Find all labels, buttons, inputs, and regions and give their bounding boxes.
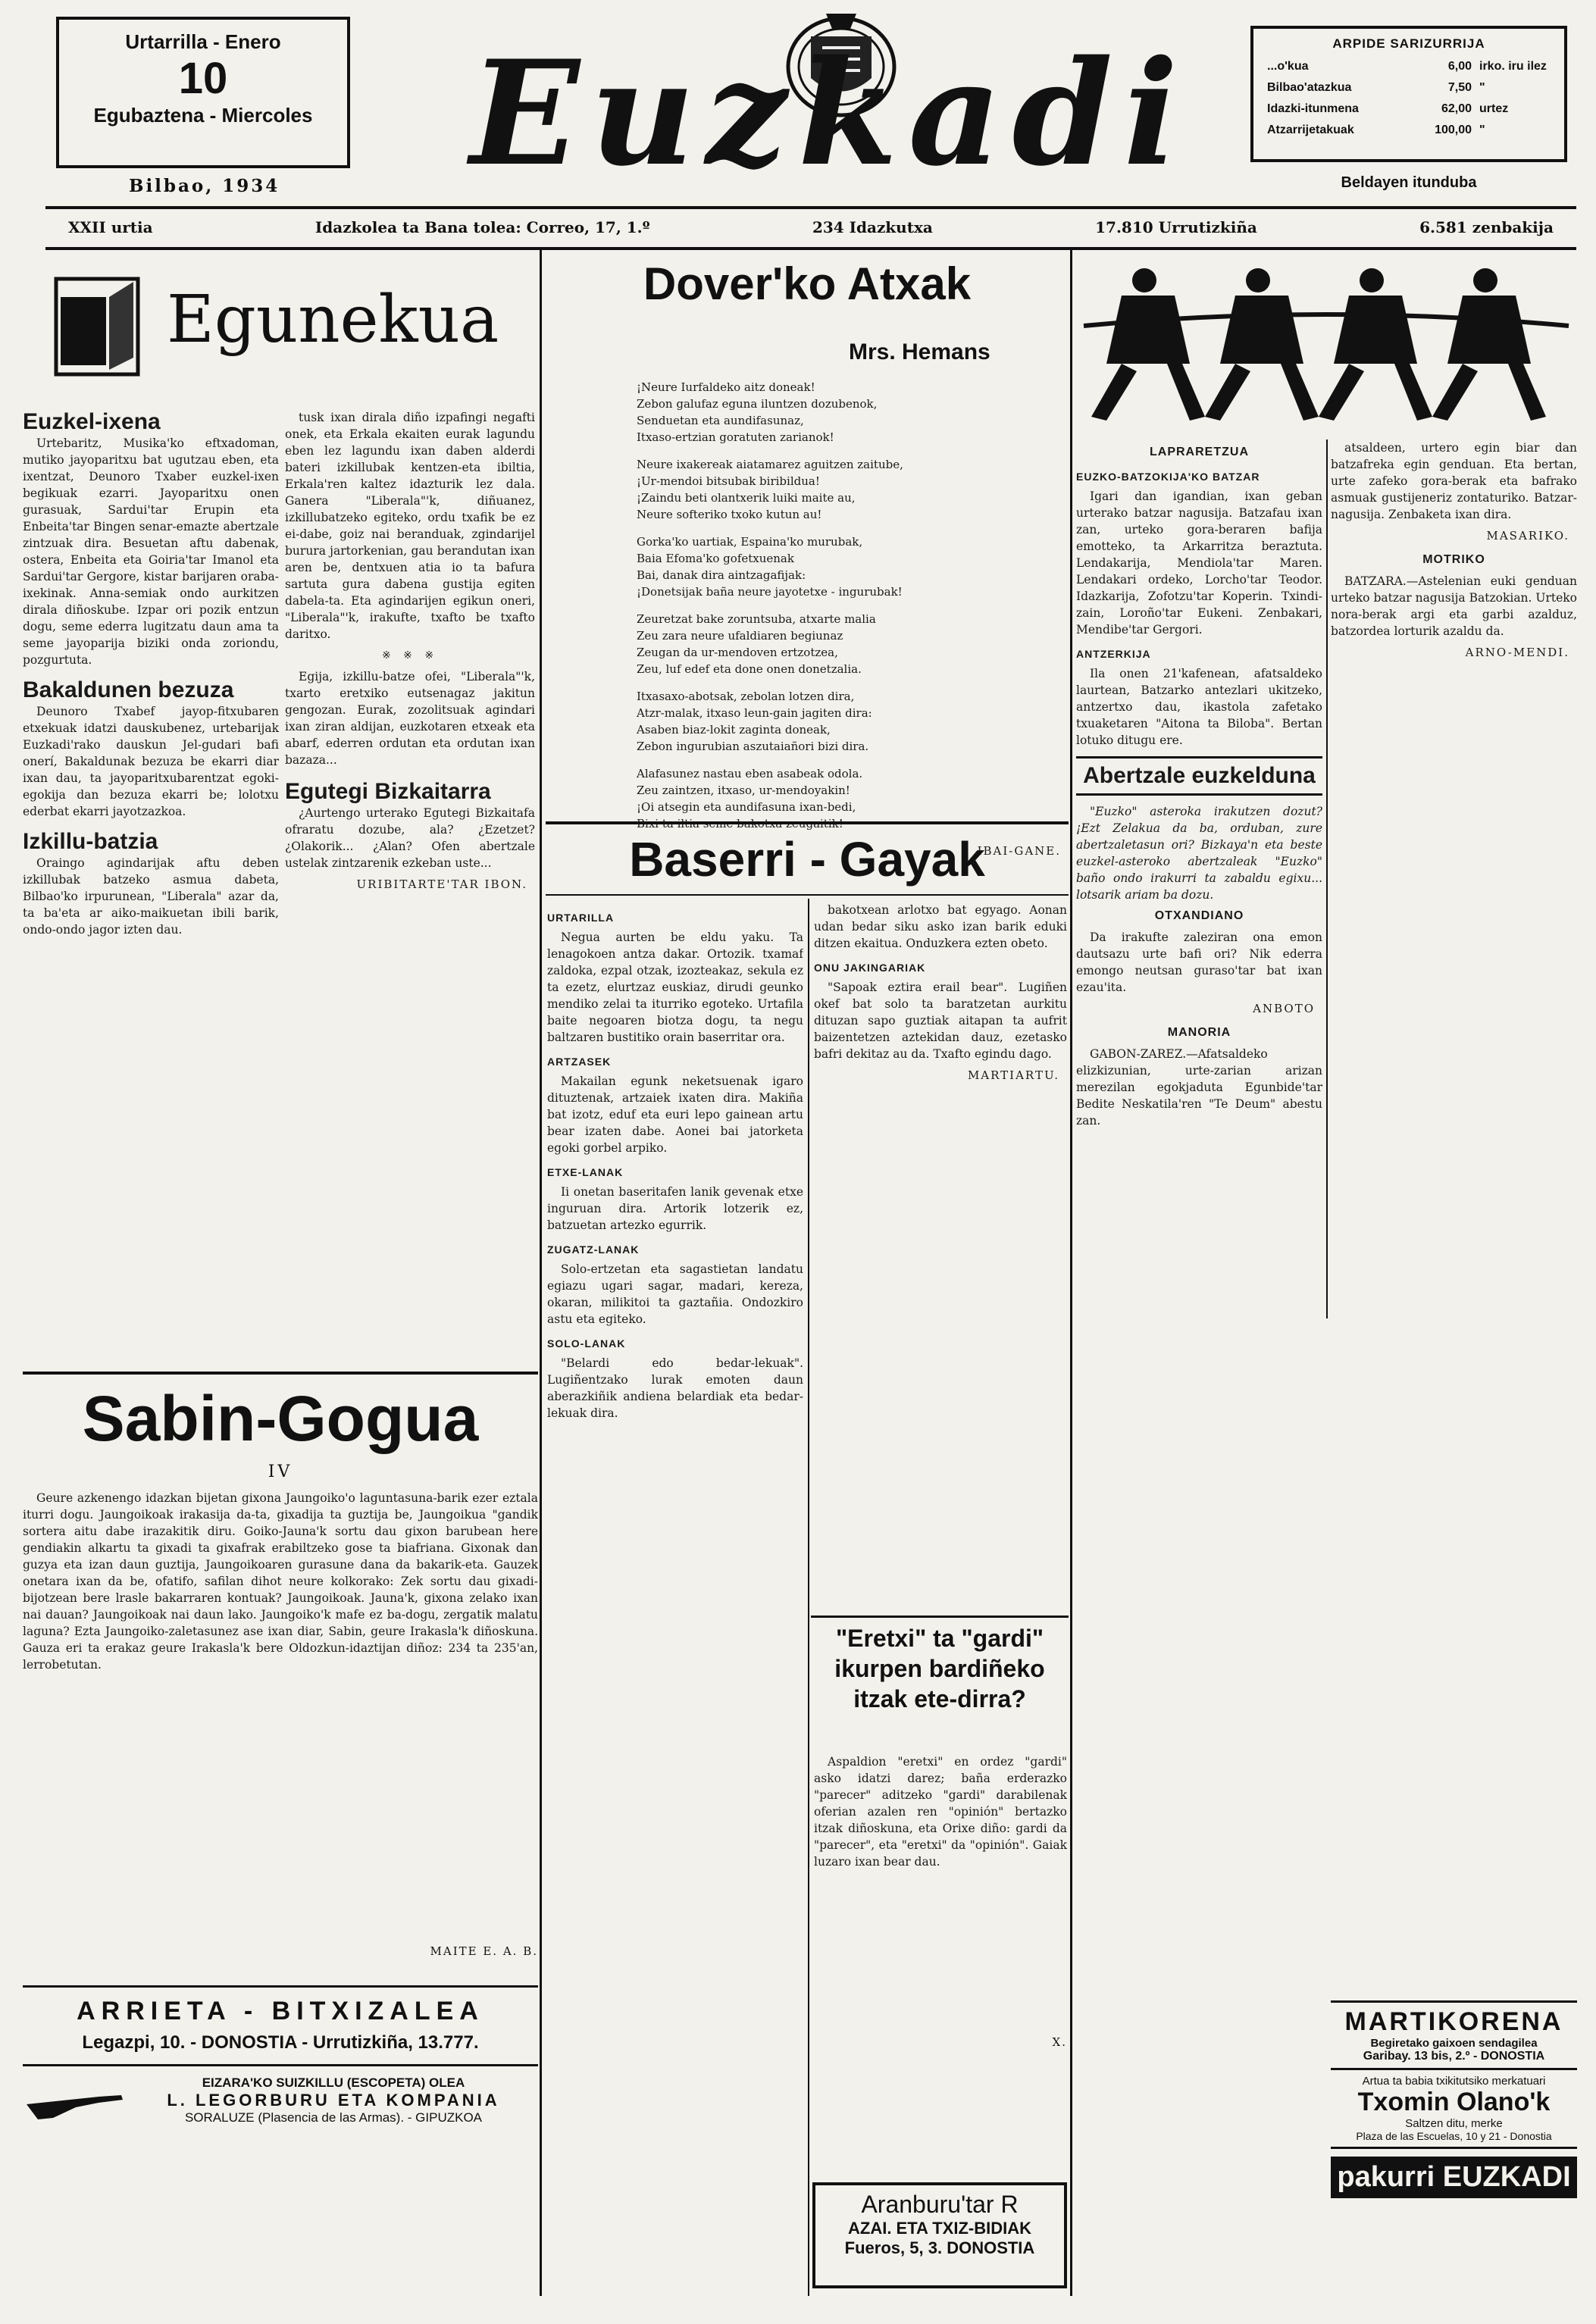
subscription-value: 6,00 [1447,60,1472,73]
subscription-note: " [1479,81,1485,94]
date-months: Urtarrilla - Enero [125,30,281,53]
ad-line: Aranburu'tar R [861,2191,1019,2218]
eretxi-paragraph: Aspaldion "eretxi" en ordez "gardi" asko idatzi darez; baña erderazko "parecer" aditzeko "gardi" darabilenak oferian azalen ren "opinión" bertazko itzak diñoskuna, eta Orixe diño: gardi da "parecer", eta "eretxi" da "opinión". Gaiak luzaro ixan bear dau. [814,1755,1067,1869]
poem-line: Zeu zaintzen, itxaso, ur-mendoyakin! [637,784,850,797]
date-box [56,17,350,168]
section-title: Izkillu-batzia [23,829,158,854]
sabin-title: Sabin-Gogua [82,1383,479,1454]
dover-title: Dover'ko Atxak [643,258,972,309]
info-number: 6.581 zenbakija [1419,218,1554,236]
baserri-col1 [547,902,803,2296]
abertzale-text: "Euzko" asteroka irakutzen dozut? ¡Ezt Zelakua da ba, orduban, zure abertzaletasun ori? Bizkaya'n eta beste euzkel-asteroko abertzaleak "Euzko" baño ondo irakurri ta zabaldu egixu... lotsarik ariam ba dozu. [1076,805,1322,902]
ad-line: ARRIETA - BITXIZALEA [77,1997,484,2025]
info-bar [45,212,1576,242]
baserri-text: Solo-ertzetan eta sagastietan landatu egiazu ugari sagar, madari, kereza, okaran, milikitoi ta gaztañia. Ondozkiro astu eta egiteko. [547,1262,803,1326]
ad-line: Artua ta babia txikitutsiko merkatuari [1362,2075,1546,2088]
poem-stanza [637,688,1069,755]
subscription-value: 62,00 [1441,102,1472,115]
ad-line: SORALUZE (Plasencia de las Armas). - GIPUZKOA [184,2110,483,2125]
otxandiano-head: OTXANDIANO [1154,909,1244,922]
arno-mendi-signature: ARNO-MENDI. [1465,646,1569,659]
date-day: 10 [178,54,228,103]
dover-signature: IBAI-GANE. [977,844,1061,858]
poem-line: ¡Ur-mendoi bitsubak biribildua! [637,474,820,488]
poem-line: Atzr-malak, itxaso leun-gain jagiten dira: [637,706,872,720]
column-rule [1070,250,1072,2296]
ad-line: DONOSTIA [947,2238,1035,2257]
baserri-text: "Belardi edo bedar-lekuak". Lugiñentzako lurak emoten daun aberazkiñik andiena belardiak eta bedar-lekuak dira. [547,1356,803,1420]
divider [23,1372,538,1375]
egutegi-title: Egutegi Bizkaitarra [285,779,491,804]
subscription-value: 7,50 [1447,81,1472,94]
subscription-box [1250,26,1567,162]
book-icon [45,267,159,380]
sabin-signature: MAITE E. A. B. [430,1944,538,1958]
egutegi-signature: URIBITARTE'TAR IBON. [356,877,527,891]
ad-line: AZAI. ETA TXIZ-BIDIAK [848,2219,1031,2238]
dancers-icon [1076,258,1576,432]
section-text: Deunoro Txabef jayop-fitxubaren etxekuak idatzi dauskubenez, urtebarijak Euzkadi'rako dauskun Jel-gudari bafi onerí, Bakaldunak bezuza be ekarri diar ixan dau, ta jayoparitxubarentzat egoki-egokija dan bezuza ekarri be; lolotxu ederbat ekarri jayotzazkoa. [23,705,279,818]
poem-line: Itxaso-ertzian goratuten zarianok! [637,430,834,444]
poem-line: ¡Neure Iurfaldeko aitz doneak! [637,380,815,394]
ad-arrieta [23,1985,538,2304]
antzerki-text: Ila onen 21'kafenean, afatsaldeko laurtean, Batzarko antezlari ukitzeko, antzertxo dau, ikastola zafetako txuaketaren "Aitona ta Biloba". Bertan lotuko ditugu ere. [1076,667,1322,747]
eretxi-title: "Eretxi" ta "gardi" ikurpen bardiñeko itzak ete-dirra? [834,1625,1045,1713]
otxandiano-text: Da irakufte zaleziran ona emon dautsazu urte bafi ori? Nik ederra emongo neutsan guraso'tar bat ixan ezau'ita. [1076,931,1322,994]
poem-line: Gorka'ko uartiak, Espaina'ko murubak, [637,535,863,549]
ad-line: Txomin Olano'k [1357,2088,1551,2116]
poem-line: Itxasaxo-abotsak, zebolan lotzen dira, [637,690,855,703]
baserri-text: Negua aurten be eldu yaku. Ta lenagokoen antza dakar. Ortozik. txamaf zaldoka, ezpal otzak, izozteakaz, sekula ez ta ezetz, elurtzaz euskiaz, dirudi geunko mendiko zelai ta iturriko egoteko. Urtafila baite negoaren biotza dogu, ta negu baltzaren bustitiko orain baserritar ora. [547,931,803,1044]
baserri-text: Ii onetan baseritafen lanik gevenak etxe inguruan dira. Artorik lotzerik ez, batzuetan artezko egurrik. [547,1185,803,1232]
poem-line: Asaben biaz-lokit zaginta doneak, [637,723,831,737]
onu-head: ONU JAKINGARIAK [814,962,926,974]
motriko-text: BATZARA.—Astelenian euki genduan urteko batzar nagusija Batzokian. Urteko nora-berak argi eta garbi azalduz, batzordea lorturik azaldu da. [1331,574,1577,638]
subscription-note: urtez [1479,102,1509,115]
divider [811,1616,1069,1618]
subscription-table [1267,56,1551,141]
subscription-value: 100,00 [1435,124,1472,136]
shotgun-icon [23,2074,129,2127]
poem-line: Bai, danak dira aintzagafijak: [637,568,806,582]
poem-line: Neure softeriko txoko kutun au! [637,508,822,521]
dancers-illustration [1076,258,1576,432]
baserri-col2 [814,902,1067,1091]
baserri-signature: MARTIARTU. [967,1068,1059,1082]
ad-line: pakurri EUZKADI [1331,2157,1577,2198]
poem-stanza [637,533,1069,600]
baserri-text: bakotxean arlotxo bat egyago. Aonan udan bedar siku asko izan barik eduki ditzen ekaitua. Onduzkera ezten obeto. [814,903,1067,950]
eretxi-signature: X. [1052,2035,1067,2049]
baserri-head: ARTZASEK [547,1056,612,1068]
divider [546,894,1069,896]
masthead-title: Euzkadi [470,29,1189,198]
poem-line: Zeuretzat bake zoruntsuba, atxarte malia [637,612,876,626]
antzerki-head: ANTZERKIJA [1076,648,1151,660]
subscription-label: ...o'kua [1267,60,1309,73]
abertzale-title: Abertzale euzkelduna [1076,756,1322,796]
divider [45,206,1576,209]
poem-stanza [637,611,1069,677]
masariko-signature: MASARIKO. [1486,529,1569,543]
section-text: Urtebaritz, Musika'ko eftxadoman, mutiko jayoparitxu bat ugutzau eben, eta ixentzat, Deunoro Txaber euzkel-ixen begikuak ezarri. Jayoparitxu onen gurasuak, Sardui'tar Erupin eta Enbeita'tar Bingen senar-emazte abertzale zintzuak dira. Besuetan aftu dabenak, ostera, Enbeita eta Goiria'tar Imanol eta Sardui'tar Gergore, kistar barijaren oraba-ixekinak. Anna-semiak ondo aurkitzen dirala diñoskube. Izpar ori pozik entzun dogu, seme ederra lugitzatu daun ama ta seme jayoparija biziki onda zoriondu, pozgurtuta. [23,436,279,667]
ad-line: Saltzen ditu, merke [1405,2117,1503,2130]
divider [546,821,1069,824]
ad-aranburu [812,2182,1067,2288]
sabin-text [23,1490,538,1937]
baserri-head: ETXE-LANAK [547,1166,624,1178]
egunekua-title: Egunekua [167,282,499,358]
sabin-numeral: IV [268,1462,293,1481]
ad-line: Garibay. 13 bis, 2.º - DONOSTIA [1331,2050,1577,2070]
poem-line: ¡Zaindu beti olantxerik luiki maite au, [637,491,856,505]
poem-line: Zeu, luf edef eta done onen donetzalia. [637,662,862,676]
poem-line: Alafasunez nastau eben asabeak odola. [637,767,863,780]
batzar-text: Igari dan igandian, ixan geban urterako batzar nagusija. Batzafau ixan zan, urteko gora-beraren bafija emotteko, ta Arkarritza beraztuta. Lendakarija, Mendiola'tar Maren. Lendakari ordeko, Lorcho'tar Teodor. Idazkarija, Zofotzu'tar Koperin. Txindi-zain, Loroño'tar Eukeni. Zenbakari, Mendibe'tar Gergori. [1076,490,1322,637]
subscription-label: Bilbao'atazkua [1267,81,1352,94]
dover-author: Mrs. Hemans [849,339,990,364]
right-col-b [1331,439,1577,1296]
motriko-head: MOTRIKO [1422,553,1485,566]
subscription-label: Idazki-itunmena [1267,102,1359,115]
ad-line: MARTIKORENA [1331,2000,1577,2037]
section-title: Euzkel-ixena [23,409,161,434]
poem-stanza [637,456,1069,523]
ad-line: Begiretako gaixoen sendagilea [1370,2037,1538,2050]
right-text: atsaldeen, urtero egin biar dan batzafreka egin genduan. Eta bertan, urte zafeko gora-berak eta bafrako asmuak gustijeneriz zontaturiko. Batzar-nagusija. Zenbaketa ixan dira. [1331,441,1577,521]
poem-stanza [637,379,1069,446]
column-rule [808,899,809,2296]
left-column [23,409,279,941]
info-year: XXII urtia [68,218,153,236]
dover-poem [546,379,1069,867]
section-text: Oraingo agindarijak aftu deben izkillubak batzeko asmua dabeta, Bilbao'ko irpurunean, "Liberala" azar da, ta ba'eta ar aiko-maikuetan ibili barik, ondo-ondo jagor izten dau. [23,856,279,937]
ad-line: Legazpi, 10. - DONOSTIA - Urrutizkiña, 13.777. [82,2032,479,2053]
subscription-heading: ARPIDE SARIZURRIJA [1332,36,1485,51]
poem-line: Baia Efoma'ko gofetxuenak [637,552,794,565]
info-phone: 17.810 Urrutizkiña [1095,218,1257,236]
right-col-a [1076,439,1322,2008]
ad-line: EIZARA'KO SUIZKILLU (ESCOPETA) OLEA [202,2075,465,2090]
info-issue: 234 Idazkutxa [812,218,933,236]
eretxi-text [814,1753,1067,2026]
sabin-paragraph: Geure azkenengo idazkan bijetan gixona Jaungoiko'o laguntasuna-barik ezer eztala iturri dogu. Jaungoikoak irakasija da-ta, gixadija ta guztija be, Jaungoikua "gandik sortera aitu dabe irazakitik diru. Goiko-Jauna'k sortu dau gixon barubean here gendiakin alkartu ta gixadi ta gixafrak erabiltzeko gose ta biafriana. Gixonak dan guzya eta izan daun guztija, Jaungoikoaren gurasune dana da bakarik-eta. Gauzek onetara ixan da be, ofatifo, safilan dihot neure kolkorako: Zek sortu dau gixadi-bijotzean bere lrasle bakarraren kontuak? Jaungoikoak. Jauna'k, gixona zelako ixan nai dauan? Jaungoikoak nai daun lako. Jaungoiko'k mafe ez ba-dogu, zergatik malatu laguna? Ezta Jaungoiko-zaletasunez ase ixan diar, Sabin, geure Irakasla'k diñoskuna. Gauza eri ta erakaz geure Irakasla'k bere Oldozkun-idaztijan diñoz: 234 ta 235'an, lerrobetutan. [23,1491,538,1672]
batzar-head: EUZKO-BATZOKIJA'KO BATZAR [1076,471,1260,483]
poem-line: Zebon galufaz eguna iluntzen dozubenok, [637,397,878,411]
separator-ornament: ※ ※ ※ [381,649,439,662]
article-text: Egija, izkillu-batze ofei, "Liberala"'k, txarto eretxiko eutsenagaz jakitun gengozan. Eurak, zozolitsuak agindari ixan ziran aldijan, euzkotaren etxeak eta abarf, ederren ordutan eta ordutan ixan bazaza... [285,670,535,767]
column-rule [1326,439,1328,1318]
ad-line: Fueros, 5, 3. [844,2238,943,2257]
info-address: Idazkolea ta Bana tolea: Correo, 17, 1.º [315,218,650,236]
baserri-head: SOLO-LANAK [547,1337,626,1350]
poem-line: Senduetan eta aundifasunaz, [637,414,804,427]
ad-line: Plaza de las Escuelas, 10 y 21 - Donostia [1331,2130,1577,2149]
poem-line: Zeu zara neure ufaldiaren begiunaz [637,629,843,643]
laprar-title: LAPRARETZUA [1150,446,1249,458]
column-rule [540,250,542,2296]
place-year: Bilbao, 1934 [129,176,280,196]
ad-block-right [1331,2000,1577,2304]
ad-line: L. LEGORBURU ETA KOMPANIA [167,2091,500,2110]
subscription-note: " [1479,124,1485,136]
baserri-head: ZUGATZ-LANAK [547,1243,640,1256]
poem-line: ¡Oi atsegin eta aundifasuna ixan-bedi, [637,800,856,814]
anboto-signature: ANBOTO [1253,1002,1315,1015]
poem-line: Neure ixakereak aiatamarez aguitzen zaitube, [637,458,903,471]
divider [45,247,1576,250]
baserri-head: URTARILLA [547,912,615,924]
poem-line: Zeugan da ur-mendoven ertzotzea, [637,646,838,659]
subscription-note: irko. iru ilez [1479,60,1547,73]
section-title: Bakaldunen bezuza [23,677,234,702]
manoria-text: GABON-ZAREZ.—Afatsaldeko elizkizunian, urte-zarian arizan merezilan egokjaduta Egunbide'tar Bedite Neskatila'ren "Te Deum" abestu zan. [1076,1047,1322,1128]
baserri-title: Baserri - Gayak [629,832,985,887]
poem-line: ¡Donetsijak baña neure jayotetxe - ingurubak! [637,585,903,599]
egunekua-header [45,267,538,380]
article-text: tusk ixan dirala diño izpafingi negafti onek, eta Erkala ekaiten eurak lagundu eben lez lagundu ixan daben alderdi bateri izkillubak kentzen-eta ibiltia, Erkala'ren kaltez idazturik lez dala. Ganera "Liberala"'k, diñuanez, izkillubatzeko egiteko, ordu txafik be ez ei-dabe, goiz nai beranduak, zgindarijel burura jartorkenian, gau berandutan ixan aren be, dentxuen atia io ta bafura sartuta gura dabena gustija egiten dabela-ta. Eta agindarijen egikun oneri, "Liberala"'k, irakufte, txafto be txafto daritxo. [285,411,535,641]
baserri-text: Makailan egunk neketsuenak igaro dituztenak, artzaiek ixaten dira. Makiña bat izotz, eduf eta euri lepo gainean artu bear izaten dabe. Aonei bai jatorketa egoki gorbel arpiko. [547,1074,803,1155]
onu-text: "Sapoak eztira erail bear". Lugiñen okef bat solo ta baratzetan aurkitu dituzan sapo guztiak aitapan ta aufrit baizentetzen aztekidan dauz, ezetasko bafri dekitaz au da. Txafto egindu dago. [814,981,1067,1061]
middle-column [285,409,535,900]
poem-line: Zebon ingurubian aszutaiañori bizi dira. [637,740,869,753]
manoria-head: MANORIA [1167,1026,1231,1039]
subscription-label: Atzarrijetakuak [1267,124,1354,136]
egutegi-text: ¿Aurtengo urterako Egutegi Bizkaitafa ofraratu dozube, ala? ¿Ezetzet? ¿Olakorik... ¿Alan? Ofen abertzale ustelak zintzarenik ezkeban uste... [285,806,535,870]
date-weekday: Egubaztena - Miercoles [93,104,313,127]
subscription-footer: Beldayen itunduba [1341,174,1477,191]
